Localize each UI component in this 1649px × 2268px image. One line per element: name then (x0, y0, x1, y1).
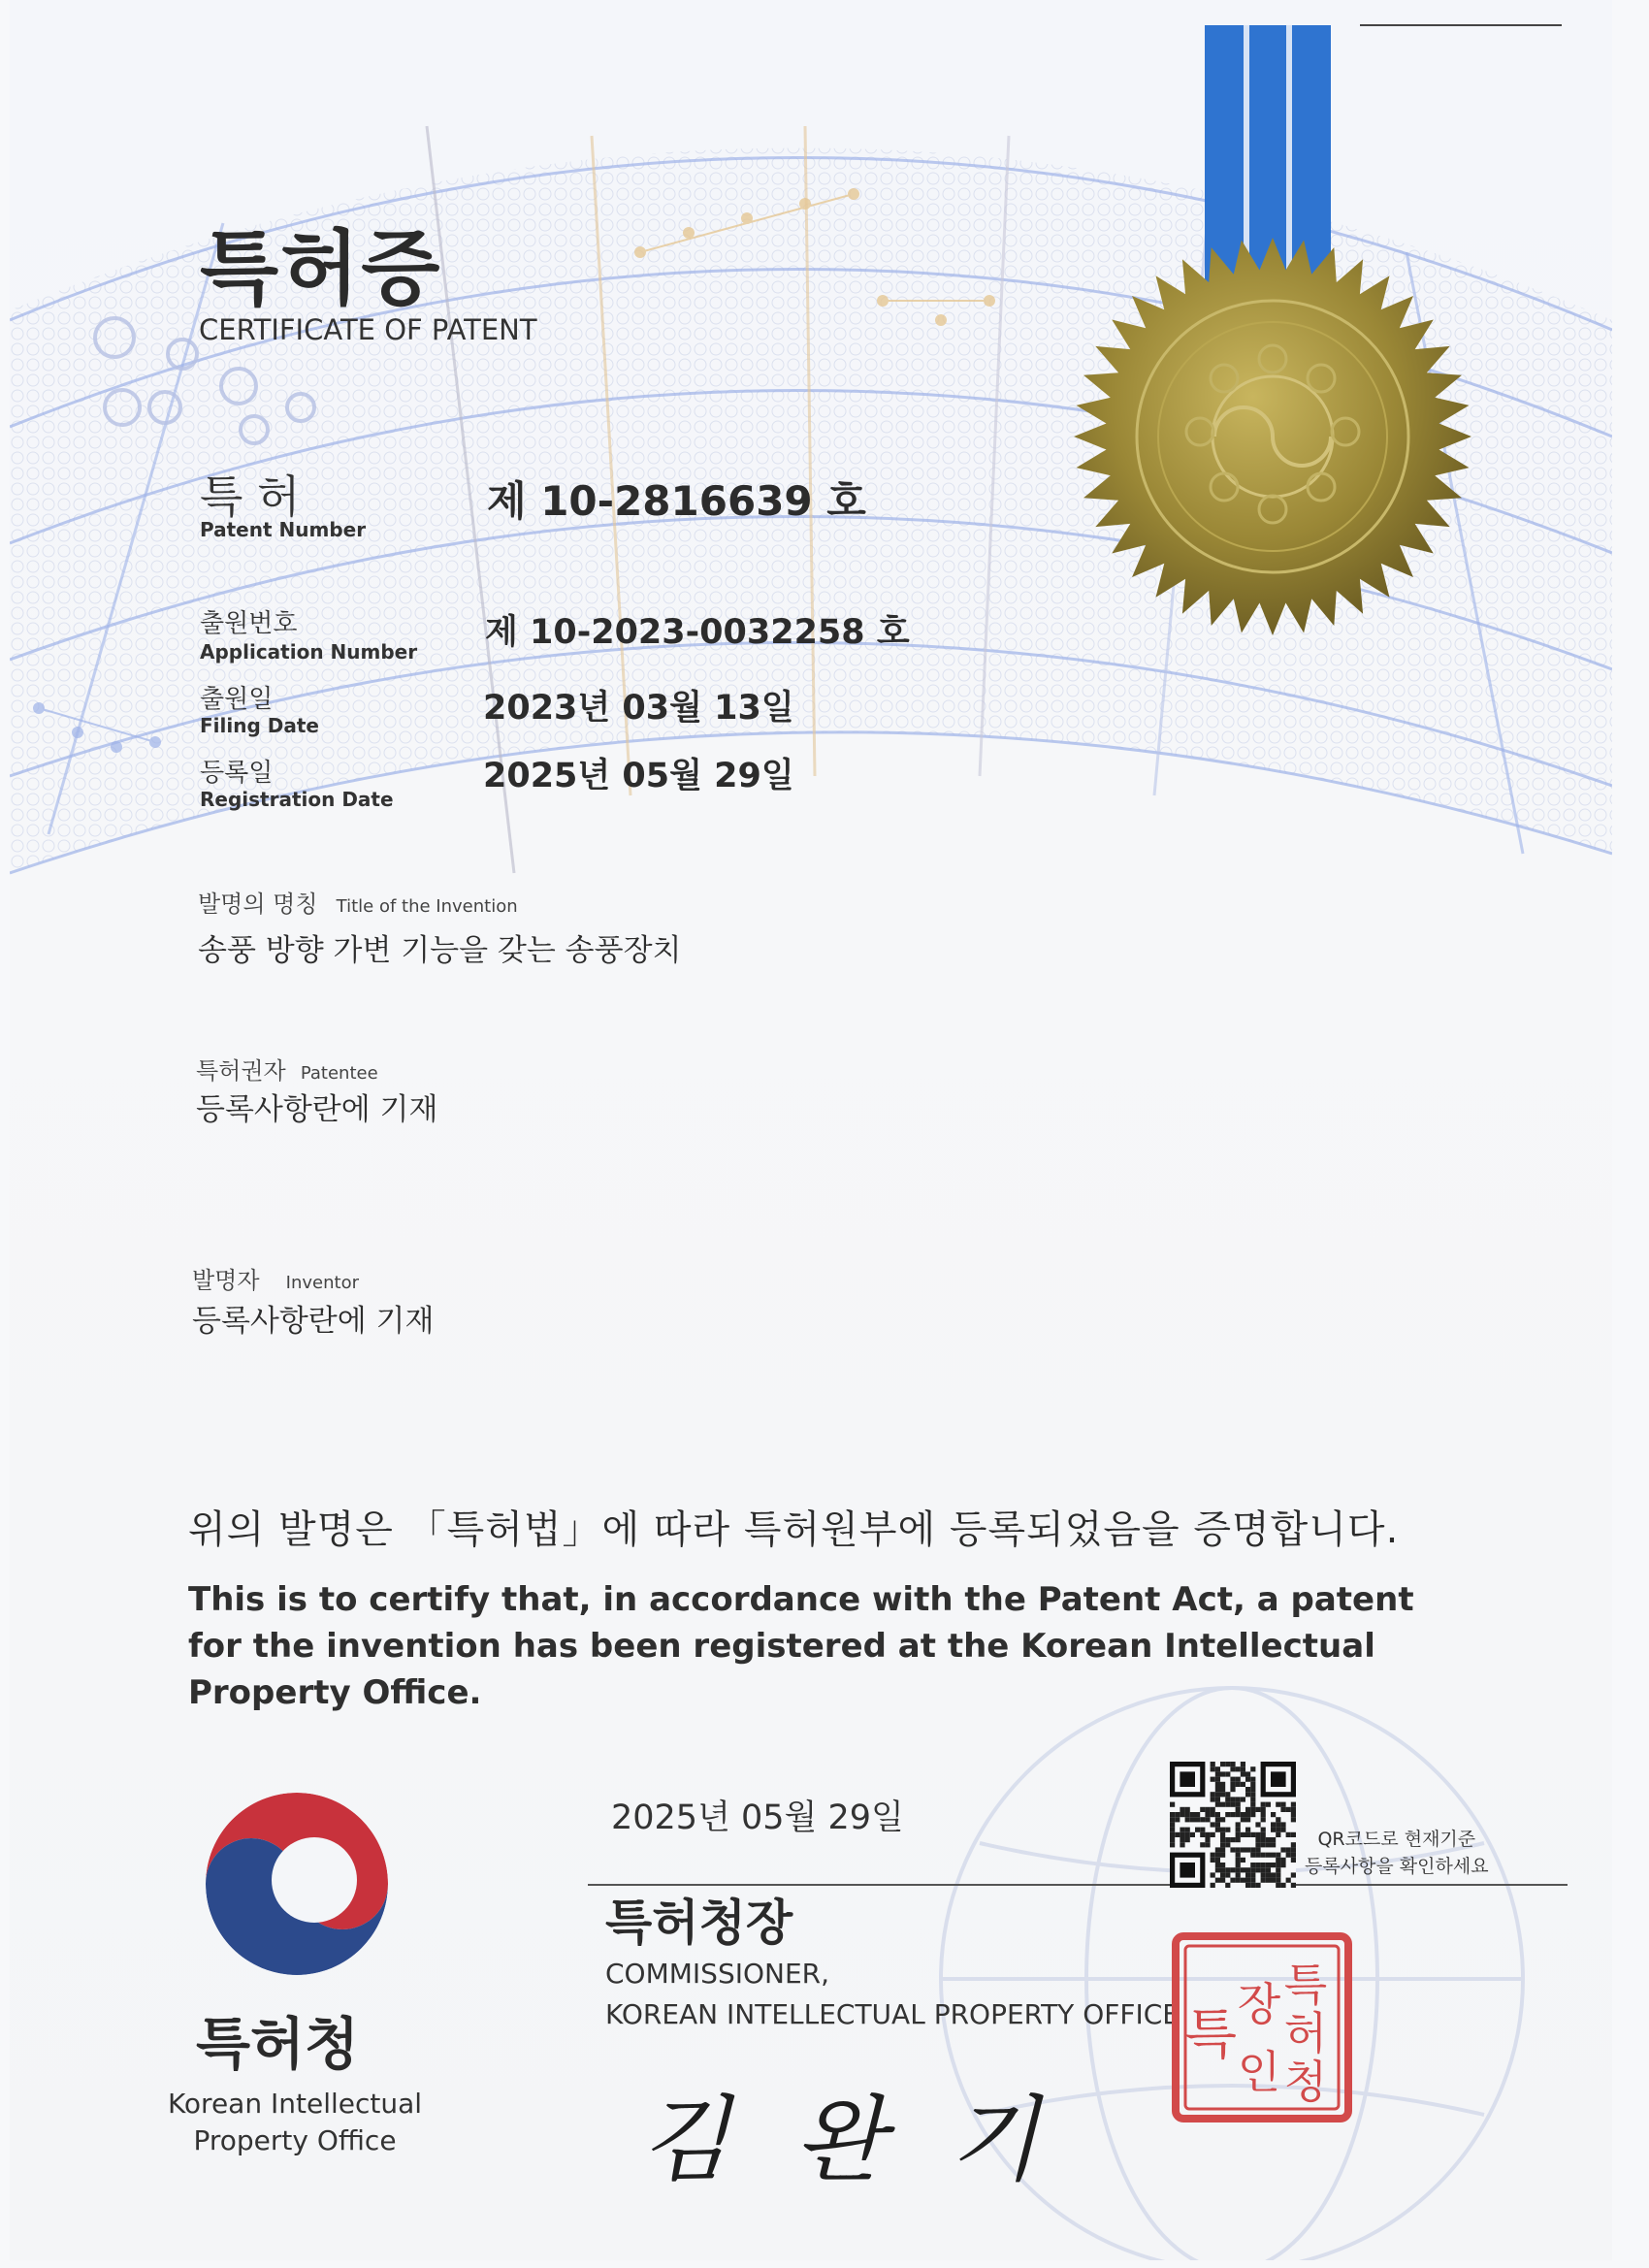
kipo-taegeuk-logo-icon (200, 1787, 394, 1981)
patentee-value: 등록사항란에 기재 (196, 1092, 438, 1127)
application-number-label-ko: 출원번호 (200, 609, 298, 638)
inventor-value: 등록사항란에 기재 (192, 1304, 435, 1339)
registration-date-label-ko: 등록일 (200, 759, 274, 788)
signature-date: 2025년 05월 29일 (611, 1798, 904, 1837)
qr-note-line1: QR코드로 현재기준 (1317, 1829, 1476, 1850)
commissioner-title-en-line2: KOREAN INTELLECTUAL PROPERTY OFFICE (605, 1998, 1180, 2030)
certification-statement-ko: 위의 발명은 「특허법」에 따라 특허원부에 등록되었음을 증명합니다. (188, 1507, 1400, 1552)
application-number-label-en: Application Number (200, 640, 418, 664)
inventor-heading (192, 1261, 359, 1295)
official-red-seal-icon (1170, 1930, 1354, 2124)
gold-seal-icon (1069, 233, 1476, 640)
seal-glyph: 인 (1237, 2046, 1281, 2098)
invention-title-label-ko: 발명의 명칭 (198, 891, 318, 918)
qr-note (1305, 1826, 1489, 1880)
filing-date-label-en: Filing Date (200, 714, 319, 737)
patent-number-value: 제 10-2816639 호 (487, 477, 866, 525)
filing-date-value: 2023년 03월 13일 (483, 689, 794, 728)
seal-glyph: 특 (1283, 1959, 1328, 2011)
filing-date-label-ko: 출원일 (200, 685, 274, 714)
certificate-page (10, 0, 1612, 2260)
patentee-label-ko: 특허권자 (196, 1057, 286, 1085)
patent-number-label-en: Patent Number (200, 518, 367, 541)
application-number-value: 제 10-2023-0032258 호 (485, 613, 910, 652)
commissioner-title-en-line1: COMMISSIONER, (605, 1958, 829, 1990)
invention-title-value: 송풍 방향 가변 기능을 갖는 송풍장치 (198, 933, 682, 968)
qr-note-line2: 등록사항을 확인하세요 (1305, 1856, 1489, 1877)
certificate-title-ko: 특허증 (200, 221, 442, 316)
certificate-title-en: CERTIFICATE OF PATENT (199, 313, 537, 346)
patent-number-label-ko: 특 허 (200, 470, 301, 523)
seal-glyph: 청 (1283, 2056, 1328, 2108)
patentee-heading (196, 1052, 378, 1085)
seal-glyph: 장 (1237, 1978, 1281, 2030)
invention-title-heading (198, 885, 518, 919)
commissioner-title-en (605, 1954, 1180, 2035)
inventor-label-en: Inventor (285, 1273, 359, 1293)
inventor-label-ko: 발명자 (192, 1267, 260, 1294)
seal-glyph: 허 (1283, 2007, 1328, 2059)
commissioner-title-ko: 특허청장 (605, 1895, 793, 1951)
kipo-name-ko: 특허청 (196, 2011, 360, 2077)
commissioner-signature: 김 완 기 (640, 2086, 1057, 2194)
invention-title-label-en: Title of the Invention (336, 896, 518, 917)
seal-glyph: 특 (1183, 2003, 1238, 2067)
registration-date-value: 2025년 05월 29일 (483, 757, 794, 795)
patentee-label-en: Patentee (300, 1063, 378, 1084)
qr-code-icon[interactable] (1170, 1762, 1296, 1888)
registration-date-label-en: Registration Date (200, 788, 394, 811)
kipo-name-en: Korean Intellectual Property Office (167, 2088, 423, 2156)
certification-statement-en: This is to certify that, in accordance with the Patent Act, a patent for the invention has been registered at the Korean Intellectual Property Office. (188, 1580, 1414, 1712)
